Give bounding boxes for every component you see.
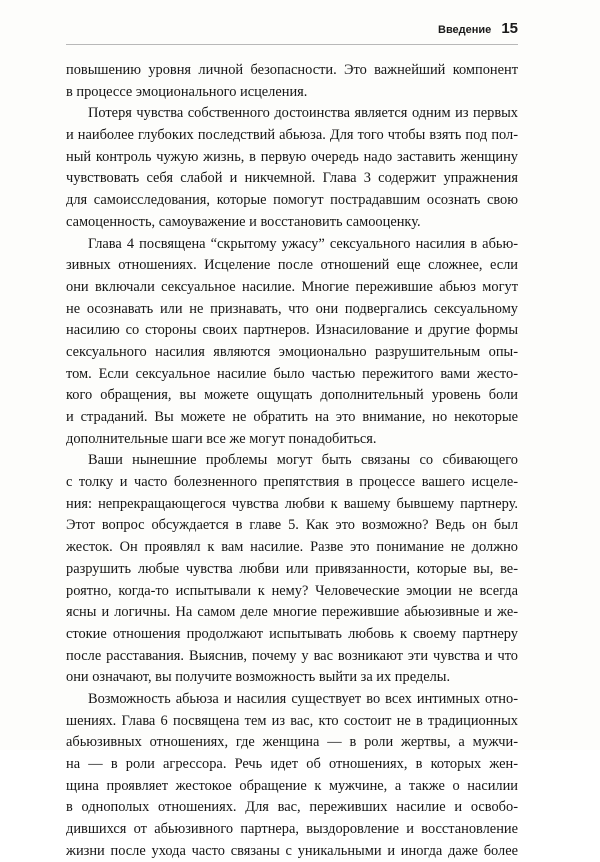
text-line: Возможность абьюза и насилия существует во всех интимных отно- <box>88 690 518 707</box>
text-line: разрушить любые чувства любви или привязанности, которые вы, ве- <box>66 560 518 577</box>
text-line: роятно, когда-то испытывали к нему? Человеческие эмоции не всегда <box>66 582 518 599</box>
text-line: Этот вопрос обсуждается в главе 5. Как это возможно? Ведь он был <box>66 517 518 534</box>
text-line: кого обращения, вы можете ощущать дополнительный уровень боли <box>66 387 518 404</box>
text-line: ясны и логичны. На самом деле многие пережившие абьюзивные и же- <box>66 604 518 621</box>
text-line: шениях. Глава 6 посвящена тем из вас, кто состоит не в традиционных <box>66 712 518 729</box>
text-line: после расставания. Выяснив, почему у вас возникают эти чувства и что <box>66 647 518 664</box>
text-line: Ваши нынешние проблемы могут быть связаны со сбивающего <box>88 452 518 469</box>
text-line: они означают, вы получите возможность выйти за их пределы. <box>66 669 451 686</box>
text-line: для самоисследования, которые помогут пострадавшим осознать свою <box>66 192 518 209</box>
text-line: дившихся от абьюзивного партнера, выздоровление и восстановление <box>66 821 518 838</box>
text-line: жесток. Он проявлял к вам насилие. Разве это понимание не должно <box>66 539 518 556</box>
text-line: чувствовать себя слабой и никчемной. Глава 3 содержит упражнения <box>66 170 518 187</box>
text-line: не осознавать или не признавать, что они подвергались сексуальному <box>66 300 518 317</box>
text-line: на — в роли агрессора. Речь идет об отношениях, в которых жен- <box>66 756 518 772</box>
text-line: абьюзивных отношениях, где женщина — в роли жертвы, а мужчи- <box>66 734 518 751</box>
text-line: щина проявляет жестокое обращение к мужчине, а также о насилии <box>66 777 518 794</box>
text-line: зивных отношениях. Исцеление после отношений еще сложнее, если <box>66 257 518 274</box>
text-line: повышению уровня личной безопасности. Это важнейший компонент <box>66 62 518 78</box>
body-text <box>66 60 518 862</box>
text-line: том. Если сексуальное насилие было частью пережитого вами жесто- <box>66 365 518 382</box>
text-line: и страданий. Вы можете не обратить на это внимание, но некоторые <box>66 409 518 425</box>
text-line: ный контроль чужую жизнь, в первую очередь надо заставить женщину <box>66 148 518 165</box>
text-line: сексуального насилия являются эмоционально разрушительным опы- <box>66 343 518 360</box>
text-line: в однополых отношениях. Для вас, переживших насилие и освобо- <box>66 799 518 816</box>
text-line: стокие отношения продолжают испытывать любовь к своему партнеру <box>66 625 518 642</box>
page-number: 15 <box>501 20 518 37</box>
section-title: Введение <box>438 24 492 36</box>
text-line: Потеря чувства собственного достоинства является одним из первых <box>88 105 518 122</box>
text-line: самоценность, самоуважение и восстановить самооценку. <box>66 213 421 230</box>
running-head <box>438 20 518 37</box>
text-line: с толку и часто болезненного препятствия в процессе вашего исцеле- <box>66 474 518 491</box>
text-line: ния: непрекращающегося чувства любви к вашему бывшему партнеру. <box>66 495 518 512</box>
text-line: в процессе эмоционального исцеления. <box>66 83 308 100</box>
header-rule <box>66 44 518 45</box>
text-line: насилию со стороны своих партнеров. Изнасилование и другие формы <box>66 322 518 339</box>
text-line: Глава 4 посвящена “скрытому ужасу” сексуального насилия в абью- <box>88 235 518 252</box>
text-line: жизни после ухода часто связаны с уникальными и иногда даже более <box>66 842 518 859</box>
text-line: дополнительные шаги все же могут понадобиться. <box>66 430 377 447</box>
text-line: и наиболее глубоких последствий абьюза. Для того чтобы взять под пол- <box>66 127 518 144</box>
text-line: они включали сексуальное насилие. Многие пережившие абьюз могут <box>66 278 518 295</box>
